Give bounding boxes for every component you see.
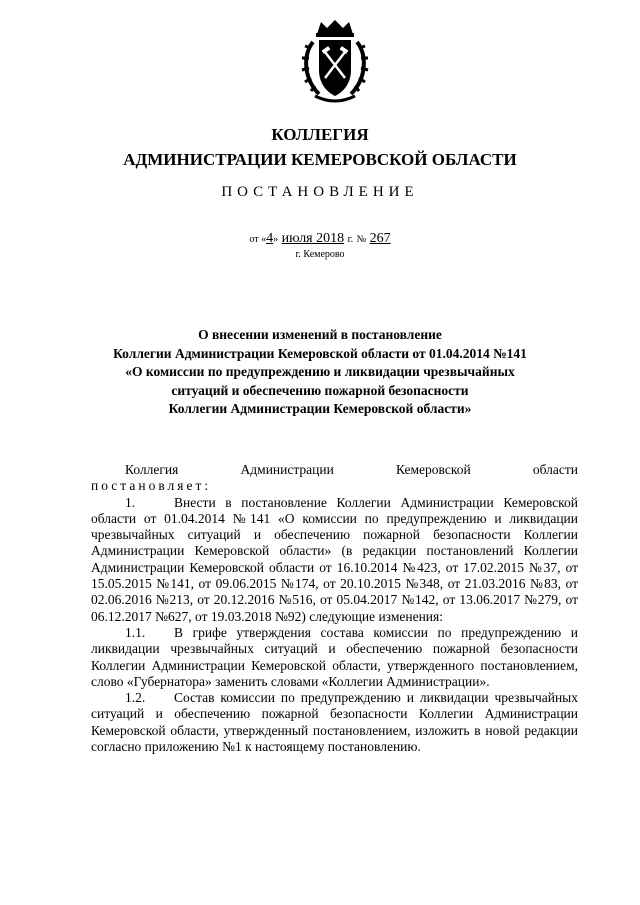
intro-line: Коллегия Администрации Кемеровской области xyxy=(125,462,578,477)
number-prefix: № xyxy=(356,234,367,245)
date-number-line xyxy=(0,231,640,247)
item-1-2-text: Состав комиссии по предупреждению и ликвидации чрезвычайных ситуаций и обеспечению пожарной безопасности Коллегии Администрации Кемеровской области, утвержденный постановлением, изложить в новой редакции согласно приложению №1 к настоящему постановлению. xyxy=(91,690,578,755)
coat-of-arms-icon xyxy=(297,18,373,104)
item-1-1-text: В грифе утверждения состава комиссии по предупреждению и ликвидации чрезвычайных ситуаций и обеспечению пожарной безопасности Коллегии Администрации Кемеровской области, утвержденного постановлением, слово «Губернатора» заменить словами «Коллегии Администрации». xyxy=(91,624,578,689)
title-line: Коллегии Администрации Кемеровской области» xyxy=(168,401,472,416)
org-name-line2: АДМИНИСТРАЦИИ КЕМЕРОВСКОЙ ОБЛАСТИ xyxy=(123,150,517,169)
paragraph-item-1 xyxy=(91,495,578,625)
item-1-2-number: 1.2. xyxy=(125,690,146,706)
document-number: 267 xyxy=(369,231,391,246)
date-month-year: июля 2018 xyxy=(281,231,345,246)
paragraph-item-1-2 xyxy=(91,690,578,755)
date-prefix: от « xyxy=(249,234,267,245)
document-body xyxy=(91,462,578,755)
document-type: ПОСТАНОВЛЕНИЕ xyxy=(221,184,419,200)
paragraph-item-1-1 xyxy=(91,625,578,690)
date-day: 4 xyxy=(266,231,274,246)
city: г. Кемерово xyxy=(295,249,345,260)
title-line: Коллегии Администрации Кемеровской области от 01.04.2014 №141 xyxy=(113,345,527,361)
date-suffix: г. xyxy=(347,234,354,245)
item-1-text: Внести в постановление Коллегии Администрации Кемеровской области от 01.04.2014 №141 «О комиссии по предупреждению и ликвидации чрезвычайных ситуаций и обеспечению пожарной безопасности Коллегии Администрации Кемеровской области» (в редакции постановлений Коллегии Администрации Кемеровской области от 16.10.2014 №423, от 17.02.2015 №37, от 15.05.2015 №141, от 09.06.2015 №174, от 20.10.2015 №348, от 21.03.2016 №83, от 02.06.2016 №213, от 20.12.2016 №516, от 05.04.2017 №142, от 13.06.2017 №279, от 06.12.2017 №627, от 19.03.2018 №92) следующие изменения: xyxy=(91,494,578,624)
org-name-line1: КОЛЛЕГИЯ xyxy=(271,125,369,144)
title-line: О внесении изменений в постановление xyxy=(198,327,442,342)
title-line: ситуаций и обеспечению пожарной безопасности xyxy=(171,382,469,398)
item-1-number: 1. xyxy=(125,494,136,510)
item-1-1-number: 1.1. xyxy=(125,624,146,640)
title-line: «О комиссии по предупреждению и ликвидации чрезвычайных xyxy=(125,364,515,379)
resolves-word: постановляет: xyxy=(91,478,212,494)
date-mid: » xyxy=(273,234,279,245)
document-title xyxy=(60,326,580,419)
